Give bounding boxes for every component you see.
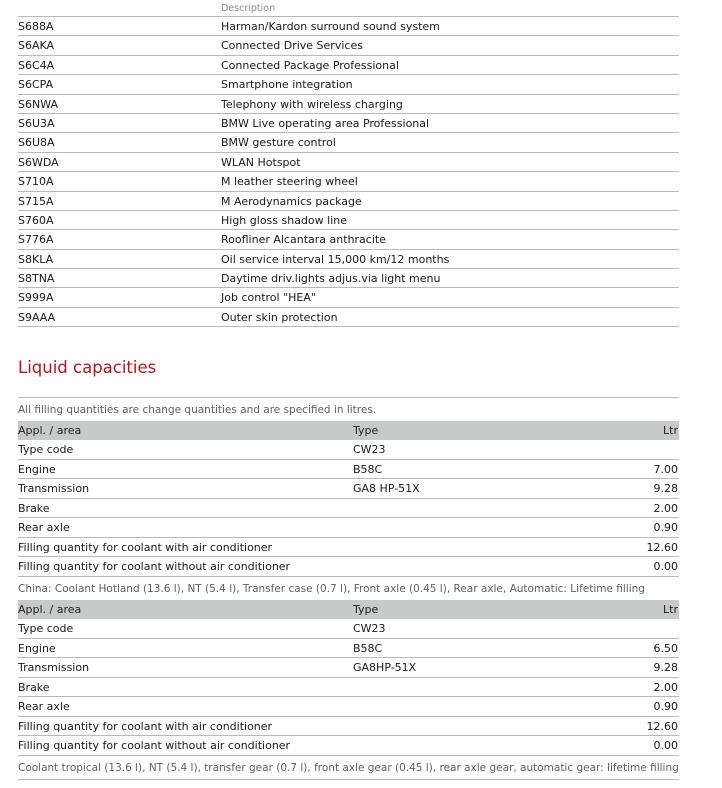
- table-row: [18, 288, 679, 307]
- area-cell: Transmission: [18, 661, 90, 674]
- litres-cell: 2.00: [653, 501, 678, 515]
- area-cell: Filling quantity for coolant without air conditioner: [18, 560, 291, 573]
- option-code: S6NWA: [18, 97, 59, 111]
- description-column-header: Description: [221, 3, 276, 14]
- litres-cell: 9.28: [653, 482, 678, 495]
- table-row: [18, 230, 679, 249]
- type-cell: CW23: [353, 443, 386, 456]
- option-code: S8TNA: [18, 272, 55, 286]
- type-cell: B58C: [353, 641, 383, 655]
- option-code: S776A: [18, 233, 54, 247]
- area-cell: Filling quantity for coolant with air conditioner: [18, 719, 273, 733]
- type-cell: CW23: [353, 622, 386, 635]
- table-row: [18, 114, 679, 133]
- table-row: [18, 211, 679, 230]
- area-cell: Engine: [18, 641, 56, 655]
- area-cell: Brake: [18, 680, 50, 694]
- area-cell: Engine: [18, 462, 56, 476]
- litres-cell: 12.60: [646, 719, 678, 733]
- table-row: [18, 133, 679, 152]
- option-description: Connected Drive Services: [221, 39, 363, 53]
- tropical-note: Coolant tropical (13.6 l), NT (5.4 l), transfer gear (0.7 l), front axle gear (0.45 l), rear axle gear, automatic gear: lifetime filling: [18, 762, 679, 774]
- option-code: S6CPA: [18, 78, 54, 92]
- area-cell: Brake: [18, 501, 50, 515]
- option-description: Daytime driv.lights adjus.via light menu: [221, 272, 441, 286]
- table-row: [18, 153, 679, 172]
- header-type: Type: [353, 603, 379, 616]
- litres-cell: 0.90: [653, 521, 678, 534]
- option-code: S6WDA: [18, 155, 59, 169]
- table-row: [18, 95, 679, 114]
- litres-cell: 9.28: [653, 661, 678, 674]
- table-row: [18, 518, 679, 538]
- litres-cell: 6.50: [653, 641, 678, 655]
- option-description: BMW Live operating area Professional: [221, 116, 430, 130]
- option-code: S9AAA: [18, 310, 56, 324]
- table-row: [18, 499, 679, 519]
- header-litres: Ltr: [663, 603, 678, 616]
- table-body: [18, 440, 679, 577]
- option-code: S6AKA: [18, 39, 55, 53]
- table-row: [18, 308, 679, 327]
- option-code: S760A: [18, 213, 54, 227]
- litres-cell: 12.60: [646, 540, 678, 554]
- options-table: [18, 0, 679, 327]
- table-header: [18, 421, 679, 440]
- option-description: Outer skin protection: [221, 310, 338, 324]
- area-cell: Transmission: [18, 482, 90, 495]
- table-row: [18, 697, 679, 717]
- litres-cell: 7.00: [653, 462, 678, 476]
- capacity-table-2: [18, 600, 679, 756]
- table-row: [18, 736, 679, 756]
- table-row: [18, 36, 679, 55]
- table-row: [18, 440, 679, 460]
- option-description: Harman/Kardon surround sound system: [221, 20, 440, 33]
- table-row: [18, 717, 679, 737]
- options-header: [18, 0, 679, 17]
- section-title: Liquid capacities: [18, 358, 157, 377]
- option-description: Roofliner Alcantara anthracite: [221, 233, 386, 247]
- area-cell: Type code: [18, 622, 74, 635]
- table-row: [18, 172, 679, 191]
- option-code: S6C4A: [18, 58, 55, 72]
- option-description: High gloss shadow line: [221, 213, 348, 227]
- table-row: [18, 557, 679, 577]
- option-description: Connected Package Professional: [221, 58, 399, 72]
- header-area: Appl. / area: [18, 424, 82, 437]
- option-description: Job control "HEA": [221, 291, 316, 305]
- area-cell: Rear axle: [18, 521, 70, 534]
- table-body: [18, 619, 679, 756]
- area-cell: Type code: [18, 443, 74, 456]
- intro-text: All filling quantities are change quantities and are specified in litres.: [18, 404, 377, 416]
- options-body: [18, 17, 679, 327]
- type-cell: GA8 HP-51X: [353, 482, 420, 495]
- option-code: S688A: [18, 20, 54, 33]
- table-row: [18, 479, 679, 499]
- option-code: S8KLA: [18, 252, 54, 266]
- table-row: [18, 75, 679, 94]
- option-description: WLAN Hotspot: [221, 155, 301, 169]
- type-cell: B58C: [353, 462, 383, 476]
- china-note: China: Coolant Hotland (13.6 l), NT (5.4 l), Transfer case (0.7 l), Front axle (0.45 l), Rear axle, Automatic: Lifetime filling: [18, 583, 645, 595]
- area-cell: Rear axle: [18, 700, 70, 713]
- table-row: [18, 269, 679, 288]
- header-litres: Ltr: [663, 424, 678, 437]
- option-code: S715A: [18, 194, 54, 208]
- area-cell: Filling quantity for coolant without air conditioner: [18, 739, 291, 752]
- option-code: S710A: [18, 175, 54, 189]
- option-description: Smartphone integration: [221, 78, 353, 92]
- table-row: [18, 250, 679, 269]
- table-row: [18, 460, 679, 480]
- table-row: [18, 538, 679, 558]
- capacity-table-1: [18, 421, 679, 577]
- header-area: Appl. / area: [18, 603, 82, 616]
- table-row: [18, 619, 679, 639]
- note-divider: [18, 779, 679, 780]
- option-code: S6U3A: [18, 116, 55, 130]
- litres-cell: 0.00: [653, 739, 678, 752]
- area-cell: Filling quantity for coolant with air conditioner: [18, 540, 273, 554]
- litres-cell: 2.00: [653, 680, 678, 694]
- table-row: [18, 658, 679, 678]
- section-divider: [18, 397, 679, 398]
- type-cell: GA8HP-51X: [353, 661, 417, 674]
- option-description: Telephony with wireless charging: [221, 97, 403, 111]
- header-type: Type: [353, 424, 379, 437]
- table-row: [18, 678, 679, 698]
- option-code: S6U8A: [18, 136, 55, 150]
- litres-cell: 0.90: [653, 700, 678, 713]
- table-header: [18, 600, 679, 619]
- option-description: BMW gesture control: [221, 136, 336, 150]
- table-row: [18, 56, 679, 75]
- table-row: [18, 192, 679, 211]
- litres-cell: 0.00: [653, 560, 678, 573]
- table-row: [18, 639, 679, 659]
- option-description: M Aerodynamics package: [221, 194, 362, 208]
- table-row: [18, 17, 679, 36]
- option-description: M leather steering wheel: [221, 175, 358, 189]
- option-description: Oil service interval 15,000 km/12 months: [221, 252, 450, 266]
- option-code: S999A: [18, 291, 54, 305]
